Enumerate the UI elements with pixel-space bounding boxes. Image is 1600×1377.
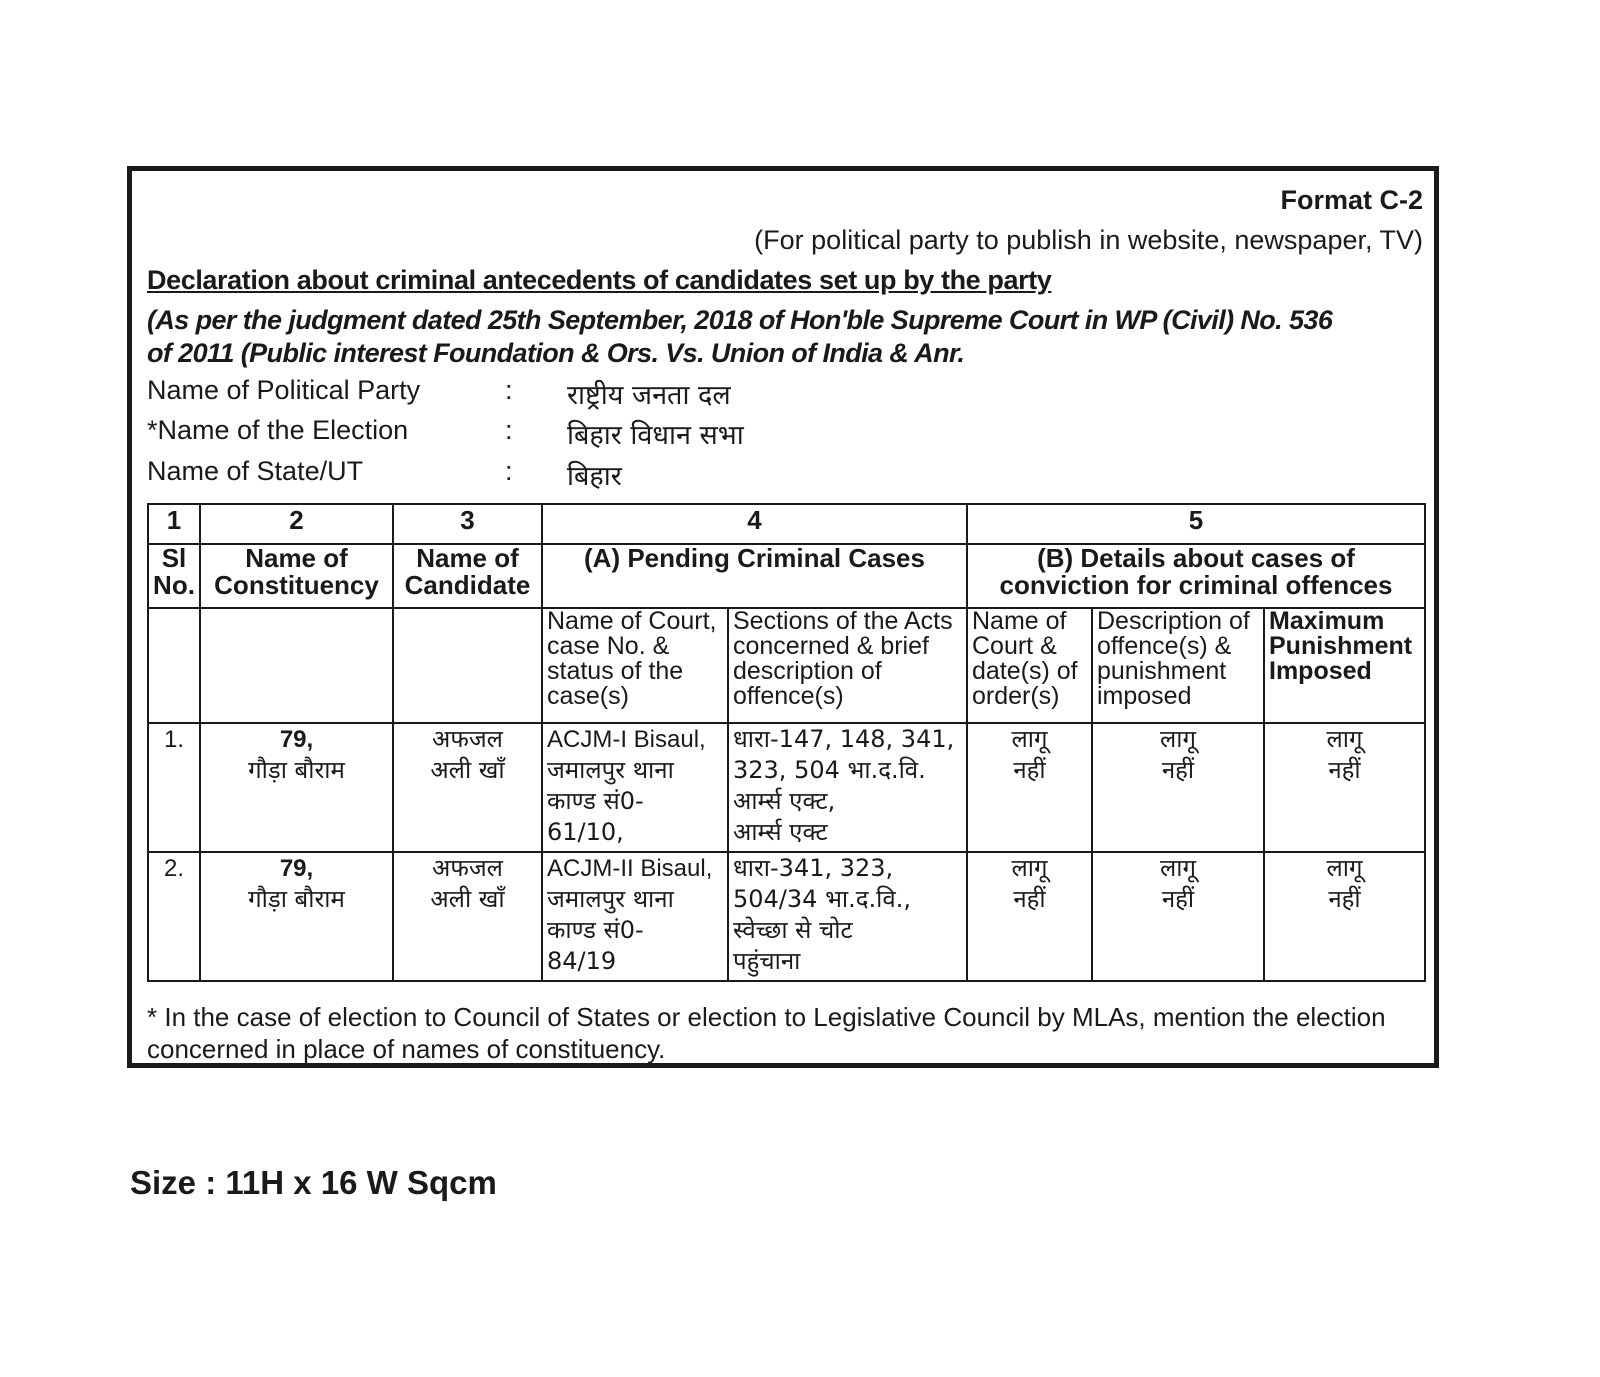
sections-line: धारा-341, 323, (733, 854, 894, 882)
candidate-name-line-1: अफजल (432, 725, 503, 753)
court-case-cell (542, 723, 728, 852)
meta-value: बिहार (567, 461, 622, 492)
max-punishment-cell (1264, 723, 1425, 852)
header-candidate: Name of Candidate (393, 544, 542, 608)
header-sl: Sl No. (148, 544, 200, 608)
candidate-cell (393, 723, 542, 852)
header-constituency: Name of Constituency (200, 544, 393, 608)
description-cell (1092, 852, 1264, 981)
subheader-sections: Sections of the Acts concerned & brief description of offence(s) (728, 608, 967, 723)
not-applicable-line-1: लागू (1011, 854, 1048, 882)
sections-line: पहुंचाना (733, 947, 801, 975)
sl-number: 2. (148, 852, 200, 981)
empty-cell (148, 608, 200, 723)
court-line: 61/10, (547, 818, 624, 846)
constituency-number: 79, (279, 855, 314, 882)
meta-colon: : (505, 456, 513, 486)
not-applicable-line-1: लागू (1326, 854, 1363, 882)
subheader-court-date: Name of Court & date(s) of order(s) (967, 608, 1092, 723)
frame-content (147, 171, 1423, 1063)
court-date-cell (967, 852, 1092, 981)
candidate-name-line-1: अफजल (432, 854, 503, 882)
sections-line: धारा-147, 148, 341, (733, 725, 955, 753)
not-applicable-line-2: नहीं (1328, 885, 1361, 913)
table-row (148, 723, 1425, 852)
publish-note: (For political party to publish in website, newspaper, TV) (754, 225, 1423, 255)
meta-value: बिहार विधान सभा (567, 420, 744, 451)
constituency-name: गौड़ा बौराम (248, 756, 345, 784)
sections-line: स्वेच्छा से चोट (733, 916, 853, 944)
court-line: ACJM-II Bisaul, (547, 855, 713, 882)
criminal-antecedents-table (147, 503, 1426, 982)
footnote: * In the case of election to Council of States or election to Legislative Council by MLAs, mention the election concerned in place of names of constituency. (147, 1002, 1386, 1064)
size-label: Size : 11H x 16 W Sqcm (130, 1164, 497, 1201)
not-applicable-line-2: नहीं (1161, 885, 1195, 913)
description-cell (1092, 723, 1264, 852)
court-line: जमालपुर थाना (547, 756, 674, 784)
sections-line: आर्म्स एक्ट (733, 818, 828, 846)
meta-label: *Name of the Election (147, 415, 409, 445)
declaration-title: Declaration about criminal antecedents of candidates set up by the party (147, 265, 1052, 295)
format-c2-frame (127, 166, 1439, 1068)
max-punishment-cell (1264, 852, 1425, 981)
sections-cell (728, 723, 967, 852)
sl-number: 1. (148, 723, 200, 852)
format-label: Format C-2 (1280, 185, 1423, 215)
not-applicable-line-1: लागू (1160, 725, 1196, 753)
not-applicable-line-1: लागू (1160, 854, 1196, 882)
court-line: जमालपुर थाना (547, 885, 674, 913)
header-pending-cases: (A) Pending Criminal Cases (542, 544, 967, 608)
column-header-row (148, 544, 1425, 608)
candidate-cell (393, 852, 542, 981)
meta-label: Name of State/UT (147, 456, 364, 486)
judgment-reference (147, 304, 1423, 370)
subheader-row (148, 608, 1425, 723)
sections-line: 323, 504 भा.द.वि. (733, 756, 926, 784)
candidate-name-line-2: अली खाँ (430, 885, 505, 913)
court-date-cell (967, 723, 1092, 852)
table-row (148, 852, 1425, 981)
court-case-cell (542, 852, 728, 981)
column-number-row (148, 504, 1425, 544)
court-line: काण्ड सं0- (547, 916, 644, 944)
constituency-cell (200, 852, 393, 981)
meta-colon: : (505, 375, 513, 405)
not-applicable-line-2: नहीं (1013, 885, 1046, 913)
not-applicable-line-1: लागू (1326, 725, 1363, 753)
not-applicable-line-2: नहीं (1013, 756, 1046, 784)
not-applicable-line-2: नहीं (1161, 756, 1195, 784)
empty-cell (200, 608, 393, 723)
meta-label: Name of Political Party (147, 375, 421, 405)
empty-cell (393, 608, 542, 723)
col-number: 4 (542, 504, 967, 544)
subheader-max-punishment: Maximum Punishment Imposed (1264, 608, 1425, 723)
not-applicable-line-1: लागू (1011, 725, 1048, 753)
judgment-line-1: (As per the judgment dated 25th September, 2018 of Hon'ble Supreme Court in WP (Civil) No. 536 (147, 305, 1333, 335)
sections-line: आर्म्स एक्ट, (733, 787, 836, 815)
col-number: 5 (967, 504, 1425, 544)
header-conviction: (B) Details about cases of conviction for criminal offences (967, 544, 1425, 608)
judgment-line-2: of 2011 (Public interest Foundation & Ors. Vs. Union of India & Anr. (147, 338, 965, 368)
meta-colon: : (505, 415, 513, 445)
col-number: 1 (148, 504, 200, 544)
col-number: 2 (200, 504, 393, 544)
subheader-court-case: Name of Court, case No. & status of the case(s) (542, 608, 728, 723)
sections-line: 504/34 भा.द.वि., (733, 885, 911, 913)
not-applicable-line-2: नहीं (1328, 756, 1361, 784)
subheader-description: Description of offence(s) & punishment imposed (1092, 608, 1264, 723)
col-number: 3 (393, 504, 542, 544)
court-line: 84/19 (547, 947, 617, 975)
court-line: काण्ड सं0- (547, 787, 644, 815)
constituency-name: गौड़ा बौराम (248, 885, 345, 913)
constituency-cell (200, 723, 393, 852)
candidate-name-line-2: अली खाँ (430, 756, 505, 784)
court-line: ACJM-I Bisaul, (547, 726, 706, 753)
constituency-number: 79, (279, 726, 314, 753)
meta-value: राष्ट्रीय जनता दल (567, 380, 731, 411)
sections-cell (728, 852, 967, 981)
